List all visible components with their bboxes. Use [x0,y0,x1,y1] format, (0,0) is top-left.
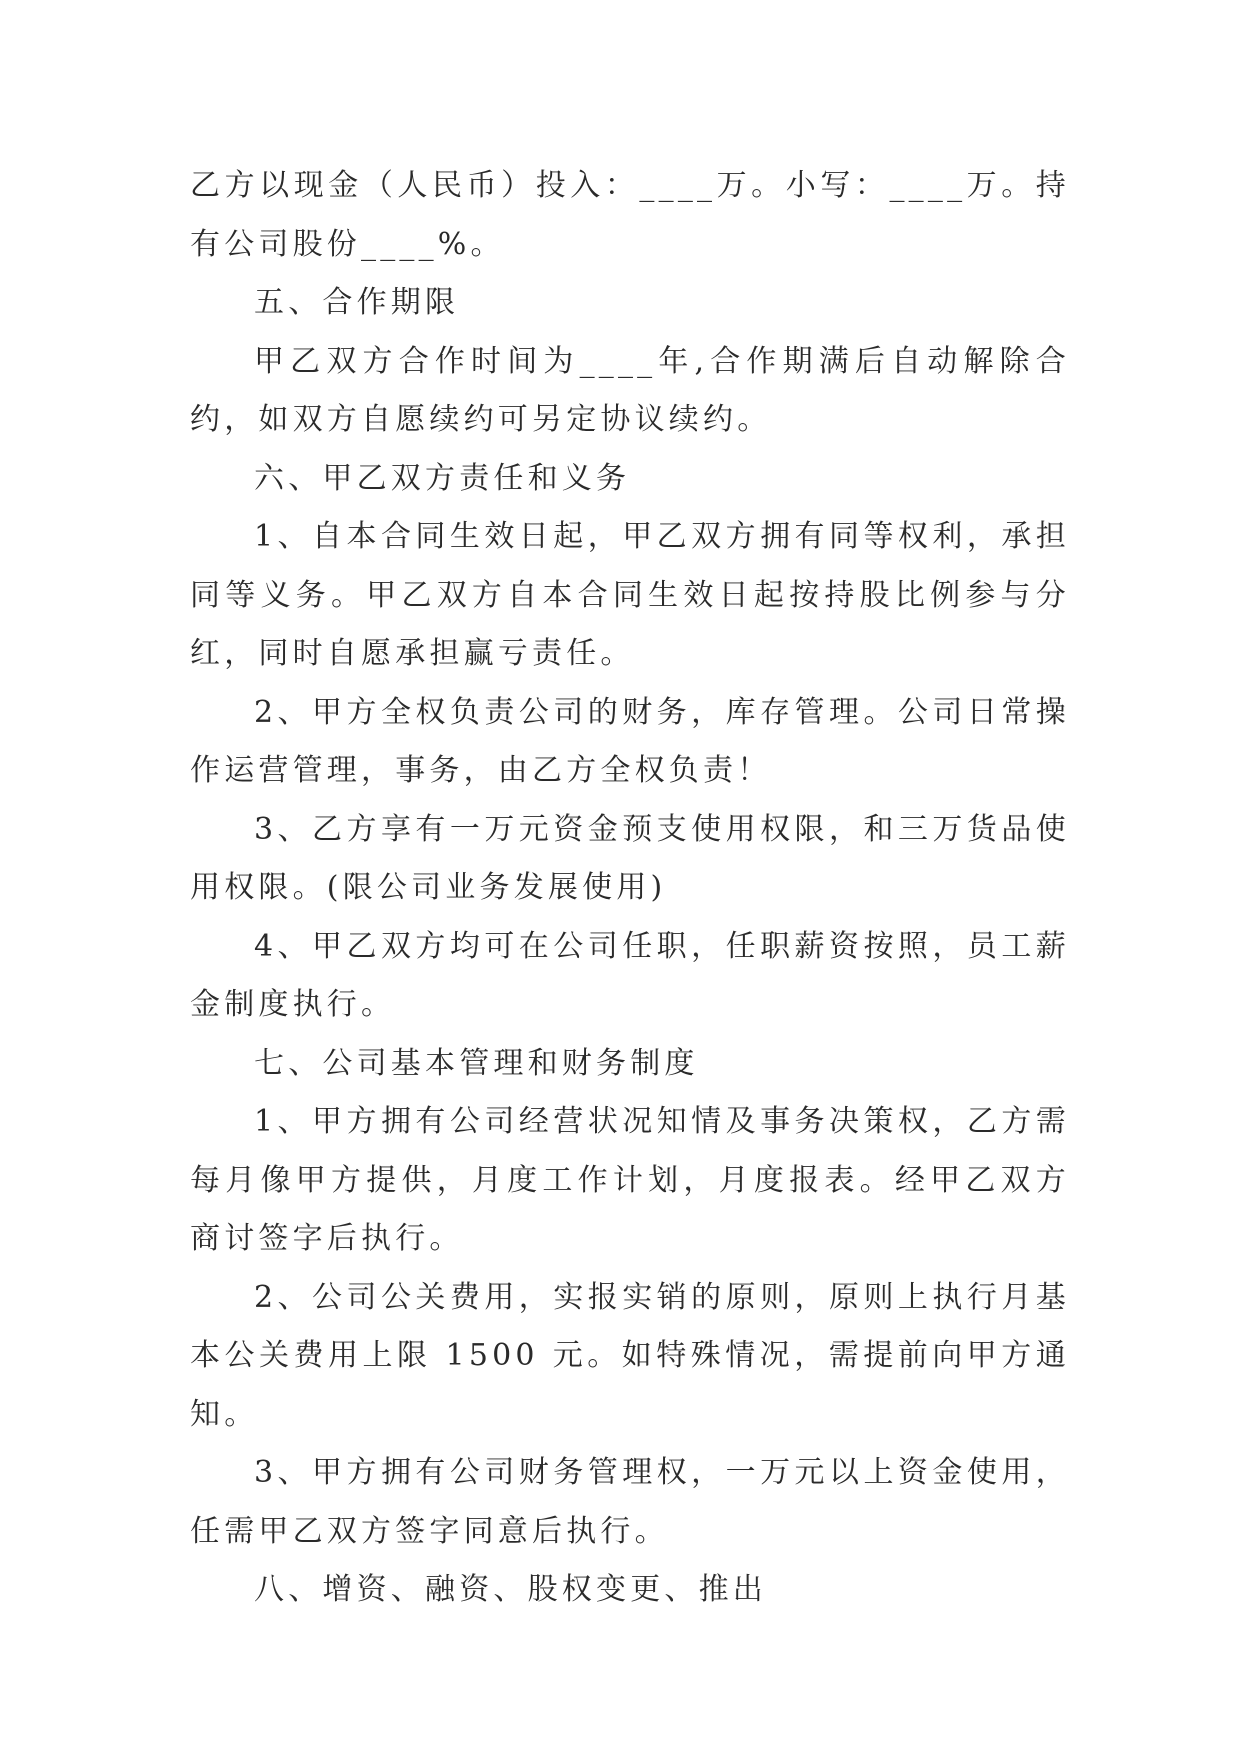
section-heading-cooperation-period: 五、合作期限 [254,285,460,320]
paragraph-management-3: 3、甲方拥有公司财务管理权，一万元以上资金使用，任需甲乙双方签字同意后执行。 [190,1455,1070,1549]
section-heading-management: 七、公司基本管理和财务制度 [254,1045,699,1081]
paragraph-investment: 乙方以现金（人民币）投入：____万。小写：____万。持有公司股份____%。 [190,168,1070,262]
paragraph-responsibility-1: 1、自本合同生效日起，甲乙双方拥有同等权利，承担同等义务。甲乙双方自本合同生效日起按持股比例参与分红，同时自愿承担赢亏责任。 [190,519,1070,671]
paragraph-responsibility-2: 2、甲方全权负责公司的财务，库存管理。公司日常操作运营管理，事务，由乙方全权负责！ [190,694,1070,788]
section-heading-capital-changes: 八、增资、融资、股权变更、推出 [254,1572,767,1607]
paragraph-management-2: 2、公司公关费用，实报实销的原则，原则上执行月基本公关费用上限 1500 元。如特殊情况，需提前向甲方通知。 [190,1279,1070,1432]
document-body [190,157,1070,1620]
paragraph-responsibility-3: 3、乙方享有一万元资金预支使用权限，和三万货品使用权限。(限公司业务发展使用) [190,811,1070,905]
paragraph-cooperation-period: 甲乙双方合作时间为____年,合作期满后自动解除合约，如双方自愿续约可另定协议续约。 [190,343,1070,437]
paragraph-management-1: 1、甲方拥有公司经营状况知情及事务决策权，乙方需每月像甲方提供，月度工作计划，月度报表。经甲乙双方商讨签字后执行。 [190,1104,1070,1256]
paragraph-responsibility-4: 4、甲乙双方均可在公司任职，任职薪资按照，员工薪金制度执行。 [190,928,1070,1022]
section-heading-responsibilities: 六、甲乙双方责任和义务 [254,460,631,496]
